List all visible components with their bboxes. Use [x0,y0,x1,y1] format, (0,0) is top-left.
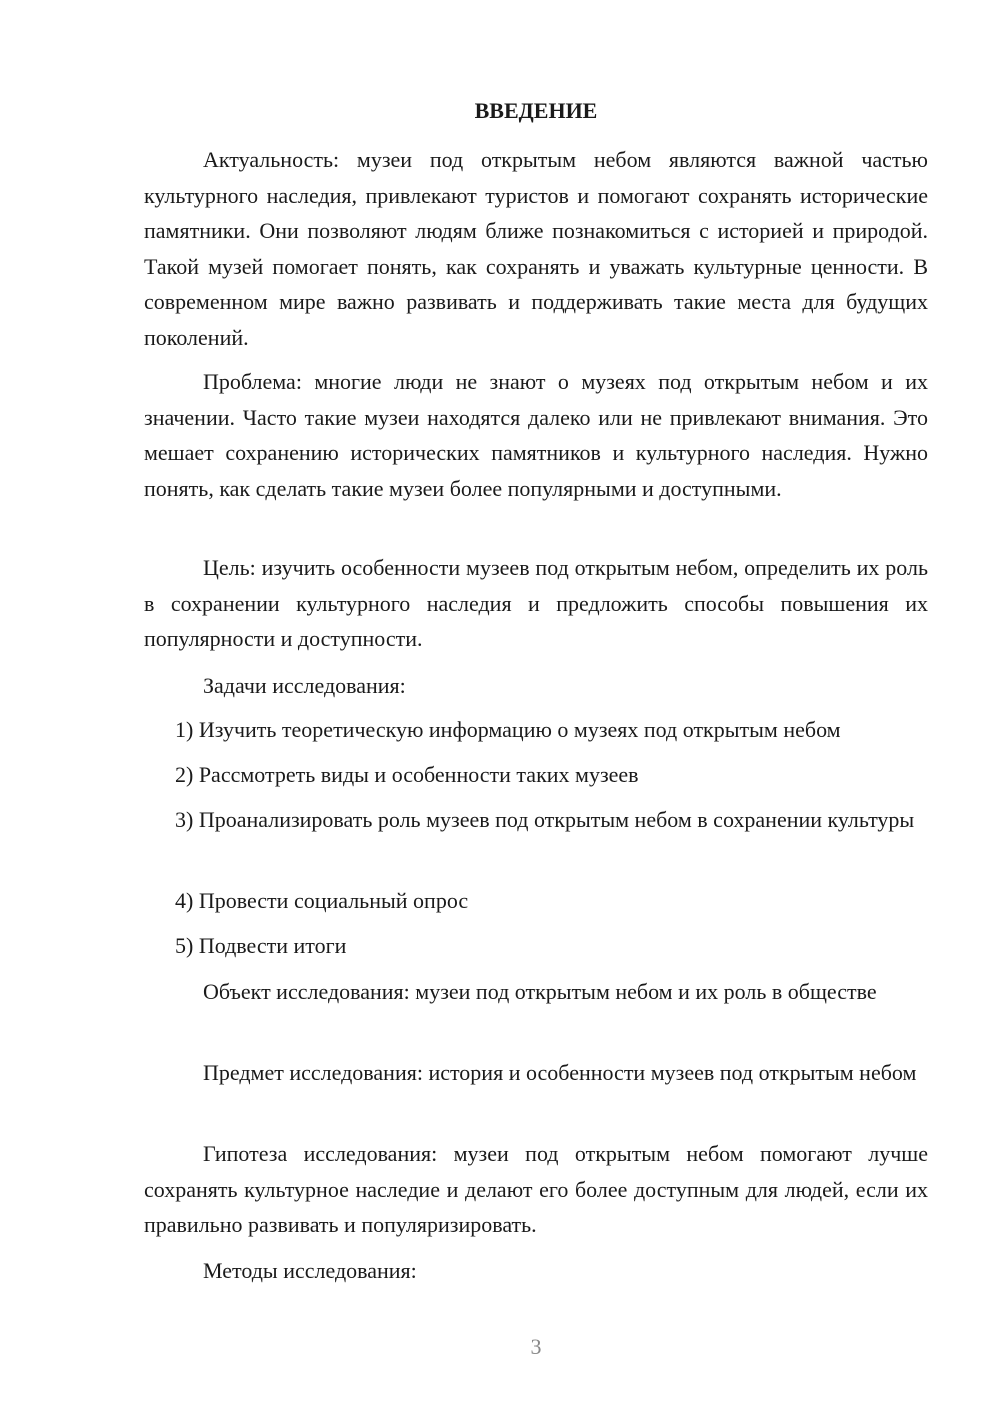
paragraph-goal: Цель: изучить особенности музеев под открытым небом, определить их роль в сохранении культурного наследия и предложить способы повышения их популярности и доступности. [144,555,928,651]
paragraph-problem: Проблема: многие люди не знают о музеях под открытым небом и их значении. Часто такие музеи находятся далеко или не привлекают внимания. Это мешает сохранению исторических памятников и культурного наследия. Нужно понять, как сделать такие музеи более популярными и доступными. [144,369,928,501]
paragraph-object: Объект исследования: музеи под открытым небом и их роль в обществе [203,979,877,1004]
paragraph-relevance: Актуальность: музеи под открытым небом являются важной частью культурного наследия, привлекают туристов и помогают сохранять исторические памятники. Они позволяют людям ближе познакомиться с историей и природой. Такой музей помогает понять, как сохранять и уважать культурные ценности. В современном мире важно развивать и поддерживать такие места для будущих поколений. [144,147,928,350]
paragraph-hypothesis: Гипотеза исследования: музеи под открытым небом помогают лучше сохранять культурное наследие и делают его более доступным для людей, если их правильно развивать и популяризировать. [144,1141,928,1237]
list-item-task-1: 1) Изучить теоретическую информацию о музеях под открытым небом [175,717,841,742]
list-item-task-3: 3) Проанализировать роль музеев под открытым небом в сохранении культуры [175,807,915,832]
list-item-task-4: 4) Провести социальный опрос [175,888,469,913]
paragraph-subject: Предмет исследования: история и особенности музеев под открытым небом [203,1060,917,1085]
list-item-task-2: 2) Рассмотреть виды и особенности таких музеев [175,762,639,787]
list-item-task-5: 5) Подвести итоги [175,933,347,958]
page-number: 3 [530,1334,542,1359]
section-heading: ВВЕДЕНИЕ [474,98,598,123]
paragraph-methods-title: Методы исследования: [203,1258,417,1283]
document-page [144,0,928,1414]
paragraph-tasks-title: Задачи исследования: [203,673,406,698]
